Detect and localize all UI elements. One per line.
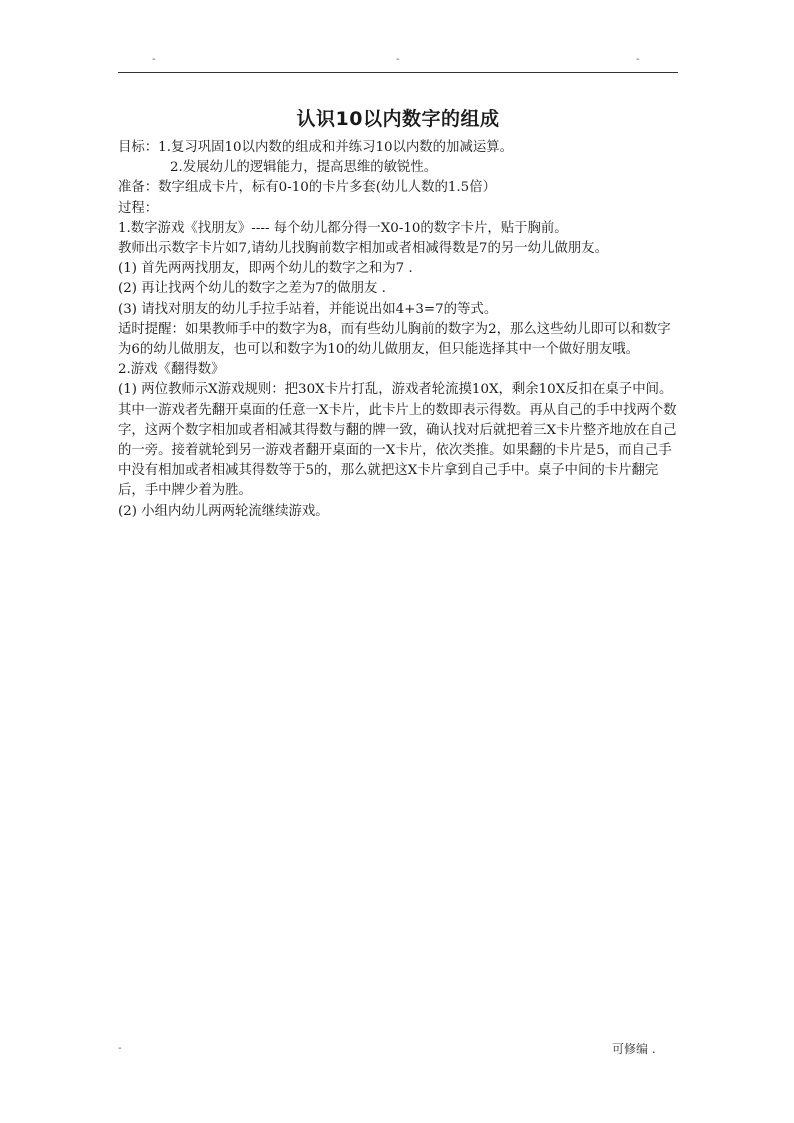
game-1-step-1: (1) 首先两两找朋友，即两个幼儿的数字之和为7 . bbox=[118, 261, 413, 277]
preparation-line: 准备：数字组成卡片，标有0-10的卡片多套(幼儿人数的1.5倍） bbox=[118, 180, 496, 196]
goal-line-1: 目标：1.复习巩固10以内数的组成和并练习10以内数的加减运算。 bbox=[118, 140, 514, 155]
goal-line-2: 2.发展幼儿的逻辑能力，提高思维的敏锐性。 bbox=[170, 160, 438, 176]
game-2-step-1: (1) 两位教师示X游戏规则：把30X卡片打乱，游戏者轮流摸10X，剩余10X反扣在桌子中间。 bbox=[118, 382, 673, 398]
header-mark-center: - bbox=[396, 54, 400, 65]
game-1-step-2: (2) 再让找两个幼儿的数字之差为7的做朋友 . bbox=[118, 281, 386, 297]
game-2-step-2: (2) 小组内幼儿两两轮流继续游戏。 bbox=[118, 503, 329, 519]
game-1-step-3: (3) 请找对朋友的幼儿手拉手站着，并能说出如4+3=7的等式。 bbox=[118, 301, 498, 317]
document-title: 认识10以内数字的组成 bbox=[296, 108, 500, 130]
header-rule bbox=[118, 72, 678, 73]
game-2-heading: 2.游戏《翻得数》 bbox=[118, 362, 225, 378]
game-1-description: 教师出示数字卡片如7,请幼儿找胸前数字相加或者相减得数是7的另一幼儿做朋友。 bbox=[118, 241, 608, 257]
game-1-heading: 1.数字游戏《找朋友》---- 每个幼儿都分得一X0-10的数字卡片，贴于胸前。 bbox=[118, 220, 568, 236]
game-2-rules-paragraph: 其中一游戏者先翻开桌面的任意一X卡片，此卡片上的数即表示得数。再从自己的手中找两个数字，这两个数字相加或者相减其得数与翻的牌一致，确认找对后就把着三X卡片整齐地放在自己的一旁。接着就轮到另一游戏者翻开桌面的一X卡片，依次类推。如果翻的卡片是5，而自己手中没有相加或者相减其得数等于5的，那么就把这X卡片拿到自己手中。桌子中间的卡片翻完后，手中牌少着为胜。 bbox=[118, 402, 677, 499]
page-header bbox=[118, 54, 678, 68]
footer-mark: - bbox=[118, 1043, 122, 1054]
process-heading: 过程： bbox=[118, 200, 159, 216]
reminder-paragraph: 适时提醒：如果教师手中的数字为8，而有些幼儿胸前的数字为2，那么这些幼儿即可以和数字为6的幼儿做朋友，也可以和数字为10的幼儿做朋友，但只能选择其中一个做好朋友哦。 bbox=[118, 321, 671, 358]
document-body bbox=[118, 138, 678, 522]
header-mark-left: - bbox=[152, 54, 156, 65]
footer-text: 可修编 . bbox=[612, 1042, 656, 1056]
header-mark-right: - bbox=[636, 54, 640, 65]
